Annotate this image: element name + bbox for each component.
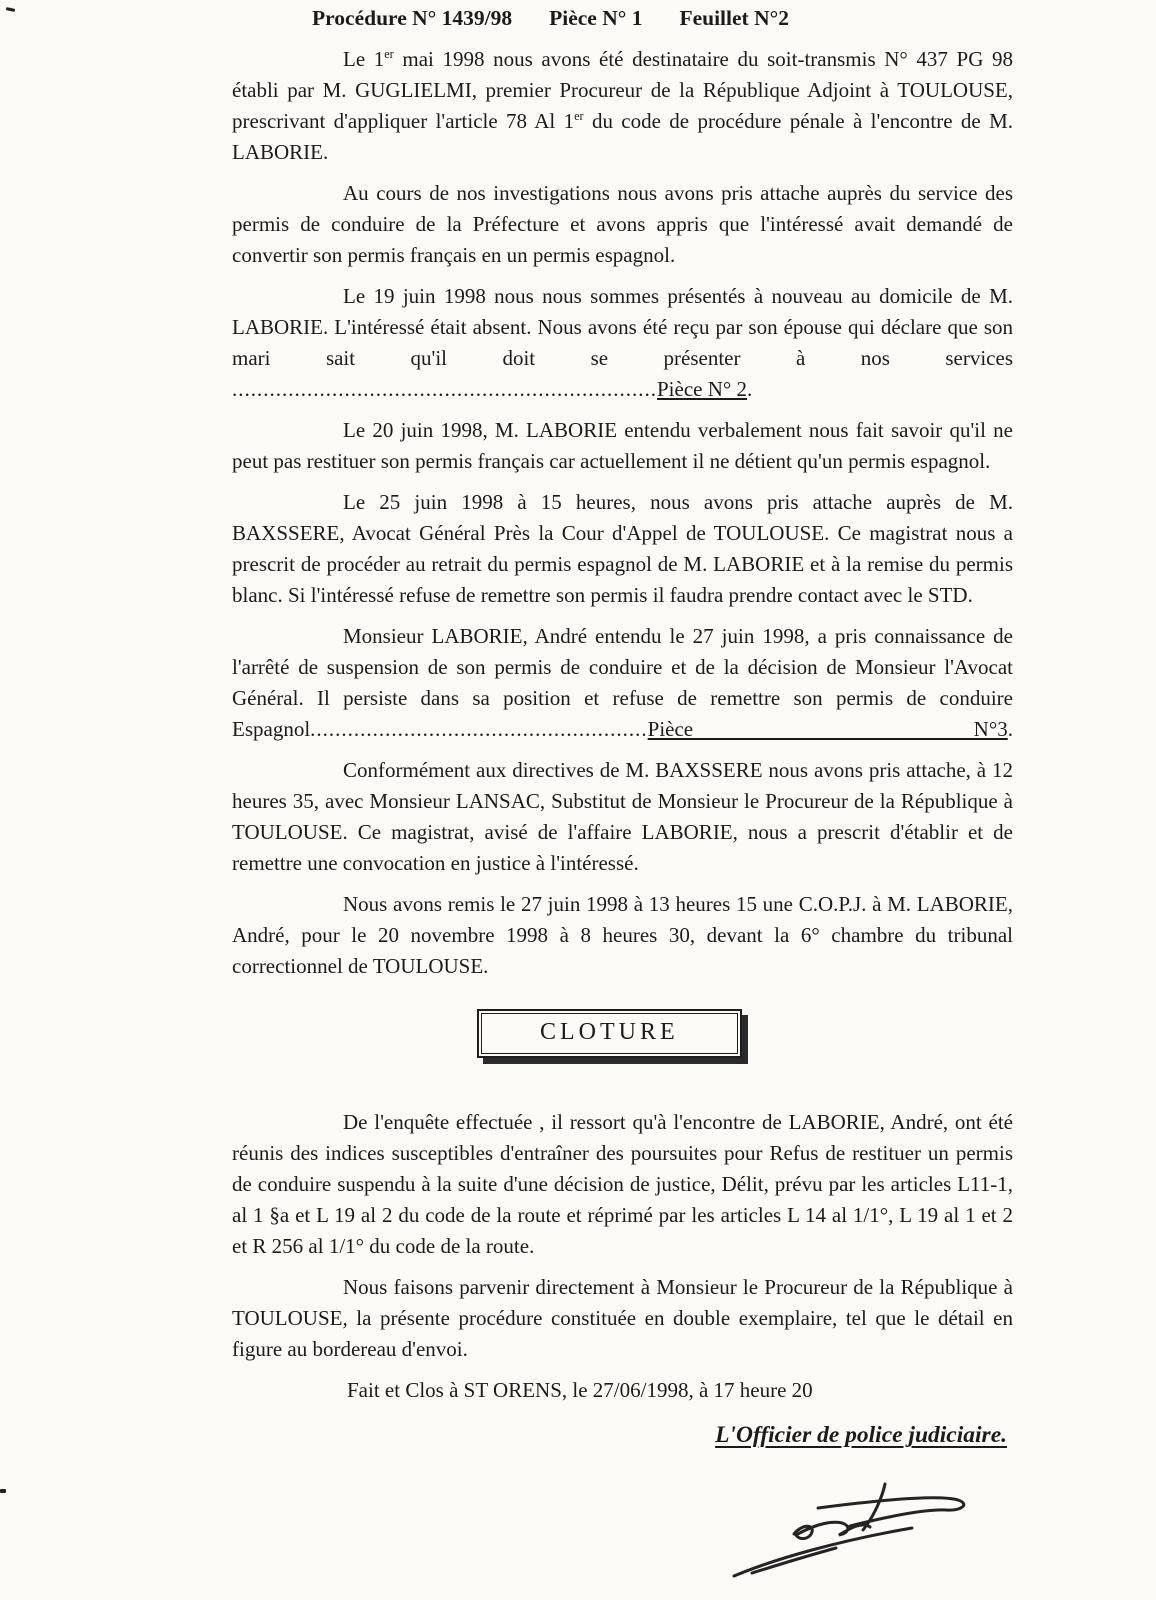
- cloture-stamp-box: [477, 1009, 742, 1058]
- scan-speck: [6, 7, 15, 12]
- paragraph-text: mai 1998 nous avons été destinataire du soit-transmis N° 437 PG 98 établi par M. GUGLIELMI, premier Procureur de la République Adjoint à TOULOUSE, prescrivant d'appliquer l'article 78 Al 1: [232, 47, 1014, 133]
- paragraph-enquete-conclusion: De l'enquête effectuée , il ressort qu'à l'encontre de LABORIE, André, ont été réunis des indices susceptibles d'entraîner des poursuites pour Refus de restituer un permis de conduire suspendu à la suite d'une décision de justice, Délit, prévu par les articles L11-1, al 1 §a et L 19 al 2 du code de la route et réprimé par les articles L 14 al 1/1°, L 19 al 1 et 2 et R 256 al 1/1° du code de la route.: [232, 1110, 1013, 1258]
- paragraph-visite-domicile: Le 19 juin 1998 nous nous sommes présentés à nouveau au domicile de M. LABORIE. L'intéressé était absent. Nous avons été reçu par son épouse qui déclare que son mari sait qu'il doit se présenter à nos services: [232, 284, 1013, 370]
- scan-speck: [0, 1489, 6, 1493]
- document-body: [232, 44, 1013, 1451]
- feuillet-number: Feuillet N°2: [679, 6, 789, 30]
- signature-scrawl-icon: [722, 1478, 990, 1590]
- fait-et-clos-line: Fait et Clos à ST ORENS, le 27/06/1998, à 17 heure 20: [347, 1378, 813, 1402]
- paragraph-text: du code de procédure pénale à l'encontre de M. LABORIE.: [232, 109, 1014, 164]
- paragraph-refus-remettre: [232, 621, 1013, 745]
- cloture-label: CLOTURE: [481, 1013, 738, 1054]
- paragraph-text: .: [1007, 717, 1013, 741]
- paragraph-investigations: Au cours de nos investigations nous avons pris attache auprès du service des permis de conduire de la Préfecture et avons appris que l'intéressé avait demandé de convertir son permis français en un permis espagnol.: [232, 181, 1013, 267]
- officer-title-text: L'Officier de police judiciaire.: [715, 1422, 1007, 1448]
- paragraph-soit-transmis: [232, 44, 1013, 168]
- paragraph-text: Monsieur LABORIE, André entendu le 27 juin 1998, a pris connaissance de l'arrêté de suspension de son permis de conduire et de la décision de Monsieur l'Avocat Général. Il persiste dans sa position et refuse de remettre son permis de conduire Espagnol: [232, 624, 1013, 741]
- paragraph-entendu-verbalement: Le 20 juin 1998, M. LABORIE entendu verbalement nous fait savoir qu'il ne peut pas restituer son permis français car actuellement il ne détient qu'un permis espagnol.: [232, 418, 1013, 473]
- ordinal-superscript: er: [574, 109, 584, 123]
- paragraph-copj: Nous avons remis le 27 juin 1998 à 13 heures 15 une C.O.P.J. à M. LABORIE, André, pour le 20 novembre 1998 à 8 heures 30, devant la 6° chambre du tribunal correctionnel de TOULOUSE.: [232, 892, 1013, 978]
- procedure-number: Procédure N° 1439/98: [312, 6, 513, 30]
- paragraph-text: Le 1: [343, 47, 385, 71]
- dot-leader: ....................................................................: [232, 377, 657, 401]
- piece-3-reference: Pièce N°3: [647, 717, 1008, 741]
- cloture-section: [232, 1009, 1013, 1058]
- officer-signature-title: [232, 1420, 1013, 1451]
- piece-2-reference-line: [232, 374, 1013, 405]
- paragraph-avocat-general: Le 25 juin 1998 à 15 heures, nous avons pris attache auprès de M. BAXSSERE, Avocat Général Près la Cour d'Appel de TOULOUSE. Ce magistrat nous a prescrit de procéder au retrait du permis espagnol de M. LABORIE et à la remise du permis blanc. Si l'intéressé refuse de remettre son permis il faudra prendre contact avec le STD.: [232, 490, 1013, 607]
- paragraph-directives-lansac: Conformément aux directives de M. BAXSSERE nous avons pris attache, à 12 heures 35, avec Monsieur LANSAC, Substitut de Monsieur le Procureur de la République à TOULOUSE. Ce magistrat, avisé de l'affaire LABORIE, nous a prescrit d'établir et de remettre une convocation en justice à l'intéressé.: [232, 758, 1013, 875]
- ordinal-superscript: er: [384, 47, 394, 61]
- paragraph-transmission-procureur: Nous faisons parvenir directement à Monsieur le Procureur de la République à TOULOUSE, la présente procédure constituée en double exemplaire, tel que le détail en figure au bordereau d'envoi.: [232, 1275, 1013, 1361]
- document-header: [312, 6, 789, 31]
- dot-leader: ......................................................: [310, 717, 648, 741]
- paragraph-text: .: [747, 377, 753, 401]
- piece-2-reference: Pièce N° 2: [657, 377, 748, 401]
- piece-number: Pièce N° 1: [549, 6, 643, 30]
